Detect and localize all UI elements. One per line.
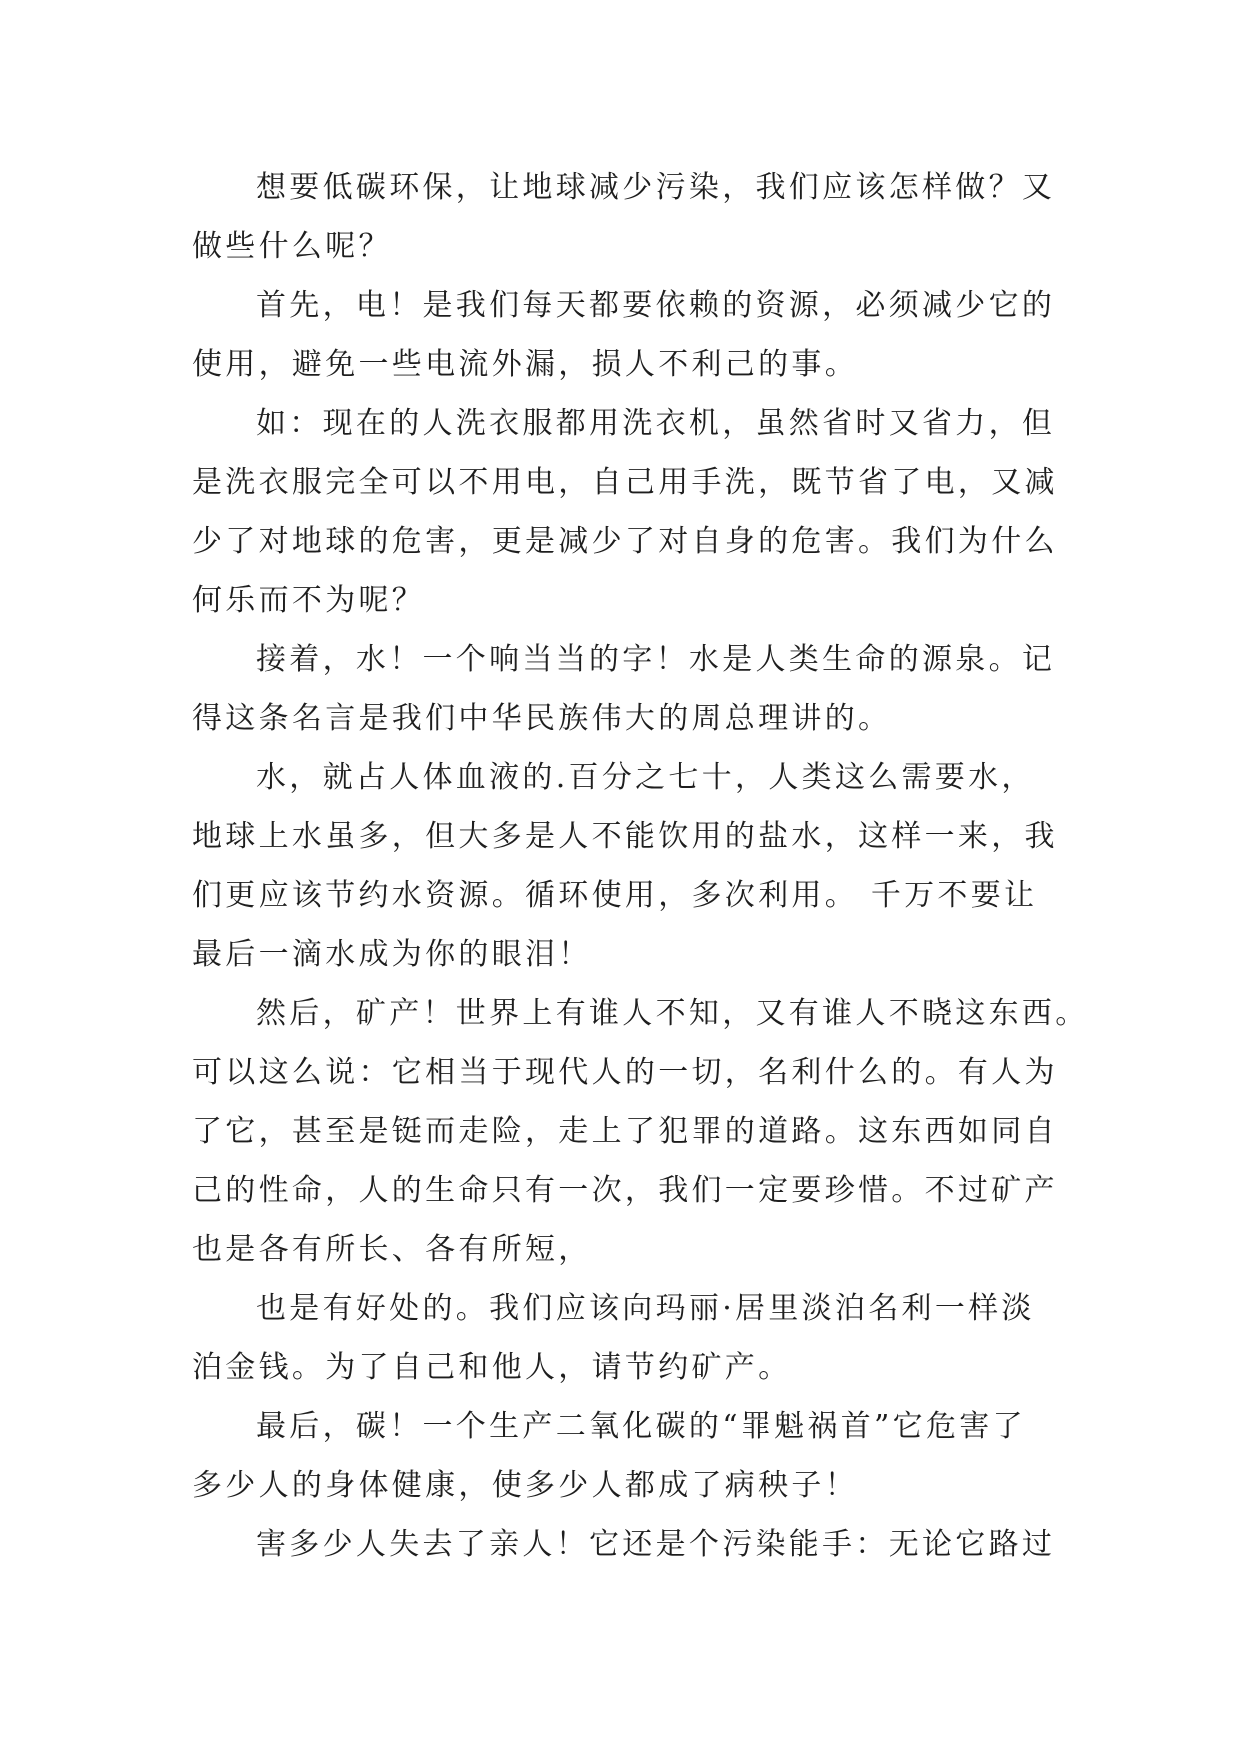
text-line: 得这条名言是我们中华民族伟大的周总理讲的。	[192, 701, 892, 736]
text-line: 首先，电！是我们每天都要依赖的资源，必须减少它的	[256, 288, 1056, 323]
text-line: 也是有好处的。我们应该向玛丽·居里淡泊名利一样淡	[256, 1291, 1035, 1326]
text-line: 如：现在的人洗衣服都用洗衣机，虽然省时又省力，但	[256, 406, 1056, 441]
paragraph	[192, 394, 1056, 630]
text-line: 最后一滴水成为你的眼泪！	[192, 937, 592, 972]
text-line: 少了对地球的危害，更是减少了对自身的危害。我们为什么	[192, 524, 1058, 559]
text-line: 接着，水！一个响当当的字！水是人类生命的源泉。记	[256, 642, 1056, 677]
paragraph	[192, 1397, 1056, 1515]
text-line: 己的性命，人的生命只有一次，我们一定要珍惜。不过矿产	[192, 1173, 1058, 1208]
text-line: 也是各有所长、各有所短，	[192, 1232, 592, 1267]
text-line: 想要低碳环保，让地球减少污染，我们应该怎样做？又	[256, 170, 1056, 205]
text-line: 是洗衣服完全可以不用电，自己用手洗，既节省了电，又减	[192, 465, 1058, 500]
text-line: 多少人的身体健康，使多少人都成了病秧子！	[192, 1468, 858, 1503]
text-line: 然后，矿产！世界上有谁人不知，又有谁人不晓这东西。	[256, 996, 1089, 1031]
paragraph	[192, 630, 1056, 748]
text-line: 做些什么呢？	[192, 229, 392, 264]
text-line: 可以这么说：它相当于现代人的一切，名利什么的。有人为	[192, 1055, 1058, 1090]
text-line: 水，就占人体血液的.百分之七十，人类这么需要水，	[256, 760, 1035, 795]
paragraph	[192, 748, 1056, 984]
document-body	[192, 158, 1089, 1574]
text-line: 们更应该节约水资源。循环使用，多次利用。 千万不要让	[192, 878, 1038, 913]
text-line: 使用，避免一些电流外漏，损人不利己的事。	[192, 347, 858, 382]
text-line: 地球上水虽多，但大多是人不能饮用的盐水，这样一来，我	[192, 819, 1058, 854]
paragraph	[192, 158, 1056, 276]
text-line: 最后，碳！一个生产二氧化碳的“罪魁祸首”它危害了	[256, 1409, 1026, 1444]
paragraph	[192, 984, 1089, 1279]
paragraph	[192, 1515, 1056, 1574]
text-line: 泊金钱。为了自己和他人，请节约矿产。	[192, 1350, 792, 1385]
text-line: 了它，甚至是铤而走险，走上了犯罪的道路。这东西如同自	[192, 1114, 1058, 1149]
paragraph	[192, 1279, 1056, 1397]
paragraph	[192, 276, 1056, 394]
text-line: 何乐而不为呢？	[192, 583, 426, 618]
text-line: 害多少人失去了亲人！它还是个污染能手：无论它路过	[256, 1527, 1056, 1562]
